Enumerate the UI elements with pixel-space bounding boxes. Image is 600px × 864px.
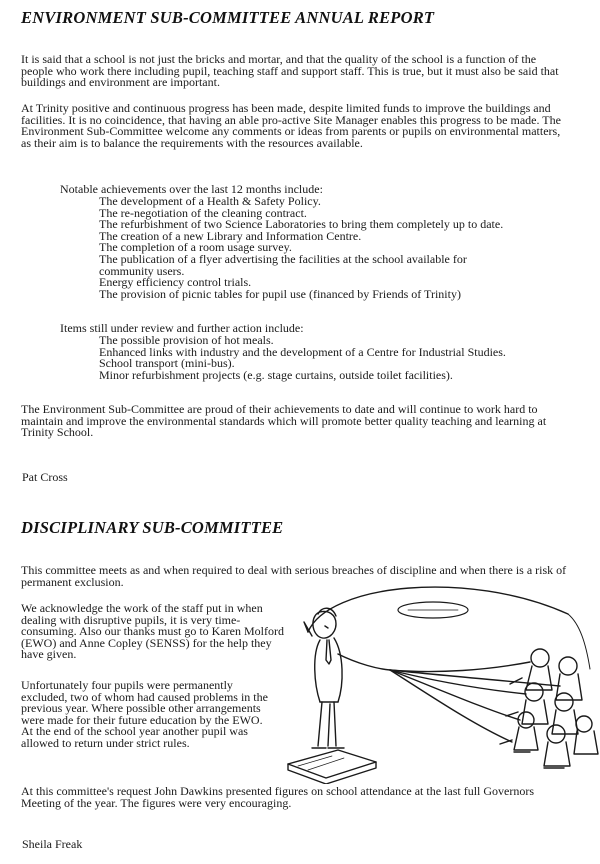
- disciplinary-attendance: At this committee's request John Dawkins presented figures on school attendance at the last full Governors Meeting of the year. The figures were very encouraging.: [21, 784, 535, 810]
- review-list: [99, 335, 569, 381]
- disciplinary-signature: Sheila Freak: [22, 837, 83, 851]
- list-item: The completion of a room usage survey.: [99, 240, 292, 255]
- achievements-intro: Notable achievements over the last 12 months include:: [60, 182, 323, 196]
- disciplinary-acknowledgement: We acknowledge the work of the staff put in when dealing with disruptive pupils, it is very time-consuming. Also our thanks must go to Karen Molford (EWO) and Anne Copley (SENSS) for the help they have given.: [21, 601, 284, 662]
- achievements-list: [99, 196, 559, 300]
- review-intro: Items still under review and further action include:: [60, 321, 304, 335]
- environment-paragraph-1: It is said that a school is not just the bricks and mortar, and that the quality of the school is a function of the people who work there including pupil, teaching staff and support staff. This is true, but it must also be said that buildings and environment are important.: [21, 52, 559, 90]
- environment-signature: Pat Cross: [22, 470, 68, 484]
- list-item: The creation of a new Library and Information Centre.: [99, 228, 362, 243]
- list-item: The provision of picnic tables for pupil use (financed by Friends of Trinity): [99, 286, 461, 301]
- environment-closing: The Environment Sub-Committee are proud of their achievements to date and will continue to work hard to maintain and improve the environmental standards which will promote better quality teaching and learning at Trinity School.: [21, 402, 547, 440]
- list-item: The refurbishment of two Science Laboratories to bring them completely up to date.: [99, 217, 504, 232]
- list-item: The possible provision of hot meals.: [99, 333, 274, 347]
- list-item: The publication of a flyer advertising the facilities at the school available for community users.: [99, 251, 467, 278]
- list-item: Enhanced links with industry and the development of a Centre for Industrial Studies.: [99, 344, 506, 359]
- list-item: School transport (mini-bus).: [99, 356, 235, 371]
- list-item: The re-negotiation of the cleaning contract.: [99, 205, 307, 220]
- list-item: Energy efficiency control trials.: [99, 275, 252, 290]
- list-item: Minor refurbishment projects (e.g. stage curtains, outside toilet facilities).: [99, 367, 453, 382]
- environment-paragraph-2: At Trinity positive and continuous progress has been made, despite limited funds to improve the buildings and facilities. It is no coincidence, that having an able pro-active Site Manager enables this progress to be made. The Environment Sub-Committee welcome any comments or ideas from parents or pupils on environmental matters, as their aim is to balance the requirements with the resources available.: [21, 101, 561, 150]
- disciplinary-title: DISCIPLINARY SUB-COMMITTEE: [21, 518, 284, 537]
- disciplinary-intro: This committee meets as and when required to deal with serious breaches of discipline and when there is a risk of permanent exclusion.: [21, 563, 567, 589]
- list-item: The development of a Health & Safety Policy.: [99, 194, 321, 208]
- cartoon-teacher-whip-icon: [268, 574, 600, 784]
- environment-title: ENVIRONMENT SUB-COMMITTEE ANNUAL REPORT: [21, 8, 435, 27]
- disciplinary-exclusions: Unfortunately four pupils were permanently excluded, two of whom had caused problems in the previous year. Where possible other arrangements were made for their future education by the EWO. At the end of the school year another pupil was allowed to return under strict rules.: [21, 678, 268, 750]
